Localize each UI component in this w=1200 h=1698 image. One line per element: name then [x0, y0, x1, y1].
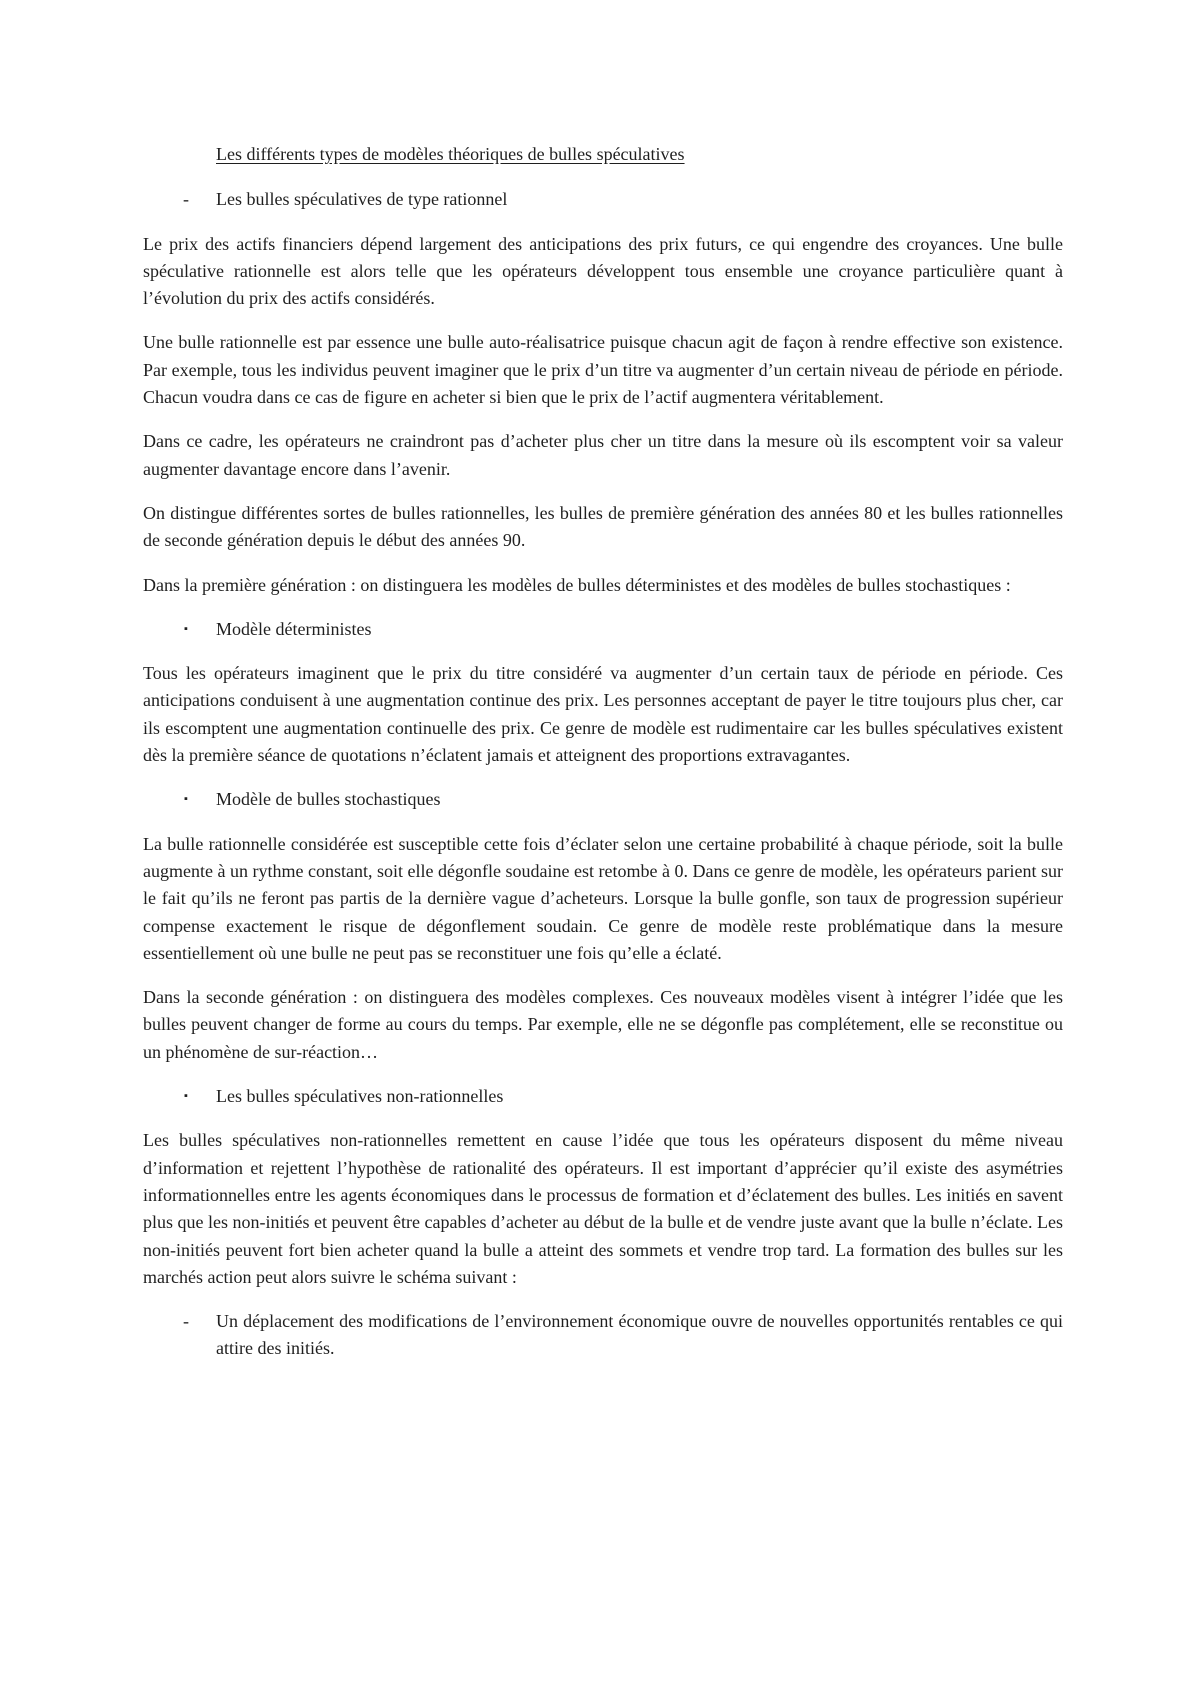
list-item-nonrational [143, 1083, 1063, 1110]
list-item-dash-1 [143, 1308, 1063, 1363]
list-item-text: Un déplacement des modifications de l’environnement économique ouvre de nouvelles opportunités rentables ce qui attire des initiés. [216, 1311, 1063, 1359]
dash-marker: - [183, 1311, 189, 1332]
paragraph-9: Les bulles spéculatives non-rationnelles remettent en cause l’idée que tous les opérateurs disposent du même niveau d’information et rejettent l’hypothèse de rationalité des opérateurs. Il est important d’apprécier qu’il existe des asymétries informationnelles entre les agents économiques dans le processus de formation et d’éclatement des bulles. Les initiés en savent plus que les non-initiés et peuvent être capables d’acheter au début de la bulle et de vendre juste avant que la bulle n’éclate. Les non-initiés peuvent fort bien acheter quand la bulle a atteint des sommets et vendre trop tard. La formation des bulles sur les marchés action peut alors suivre le schéma suivant : [143, 1130, 1063, 1287]
list-item-text: Modèle déterministes [216, 618, 372, 639]
list-item-stochastic [143, 786, 1063, 813]
list-item-text: Les bulles spéculatives non-rationnelles [216, 1086, 504, 1107]
square-bullet-icon: ▪ [184, 622, 188, 635]
paragraph-6: Tous les opérateurs imaginent que le prix du titre considéré va augmenter d’un certain taux de période en période. Ces anticipations conduisent à une augmentation continue des prix. Les personnes acceptant de payer le titre toujours plus cher, car ils escomptent une augmentation continuelle des prix. Ce genre de modèle est rudimentaire car les bulles spéculatives existent dès la première séance de quotations n’éclatent jamais et atteignent des proportions extravagantes. [143, 663, 1063, 766]
square-bullet-icon: ▪ [184, 793, 188, 806]
list-item-deterministic [143, 616, 1063, 643]
paragraph-2: Une bulle rationnelle est par essence une bulle auto-réalisatrice puisque chacun agit de façon à rendre effective son existence. Par exemple, tous les individus peuvent imaginer que le prix d’un titre va augmenter d’un certain niveau de période en période. Chacun voudra dans ce cas de figure en acheter si bien que le prix de l’actif augmentera véritablement. [143, 332, 1063, 408]
paragraph-3: Dans ce cadre, les opérateurs ne craindront pas d’acheter plus cher un titre dans la mesure où ils escomptent voir sa valeur augmenter davantage encore dans l’avenir. [143, 431, 1063, 479]
document-title: Les différents types de modèles théoriques de bulles spéculatives [216, 144, 685, 164]
square-bullet-icon: ▪ [184, 1090, 188, 1103]
paragraph-4: On distingue différentes sortes de bulles rationnelles, les bulles de première génération des années 80 et les bulles rationnelles de seconde génération depuis le début des années 90. [143, 502, 1063, 551]
paragraph-5: Dans la première génération : on distinguera les modèles de bulles déterministes et des modèles de bulles stochastiques : [143, 574, 1011, 595]
paragraph-8: Dans la seconde génération : on distinguera des modèles complexes. Ces nouveaux modèles visent à intégrer l’idée que les bulles peuvent changer de forme au cours du temps. Par exemple, elle ne se dégonfle pas complétement, elle se reconstitue ou un phénomène de sur-réaction… [143, 987, 1063, 1062]
list-item-text: Modèle de bulles stochastiques [216, 789, 441, 810]
paragraph-1: Le prix des actifs financiers dépend largement des anticipations des prix futurs, ce qui engendre des croyances. Une bulle spéculative rationnelle est alors telle que les opérateurs développent tous ensemble une croyance particulière quant à l’évolution du prix des actifs considérés. [143, 233, 1063, 309]
list-item-text: Les bulles spéculatives de type rationnel [216, 189, 508, 210]
dash-marker: - [183, 189, 189, 210]
paragraph-7: La bulle rationnelle considérée est susceptible cette fois d’éclater selon une certaine probabilité à chaque période, soit la bulle augmente à un rythme constant, soit elle dégonfle soudaine est retombe à 0. Dans ce genre de modèle, les opérateurs parient sur le fait qu’ils ne feront pas partis de la dernière vague d’acheteurs. Lorsque la bulle gonfle, son taux de progression supérieur compense exactement le risque de dégonflement soudain. Ce genre de modèle reste problématique dans la mesure essentiellement où une bulle ne peut pas se reconstituer une fois qu’elle a éclaté. [143, 833, 1063, 963]
list-item-rational [143, 186, 1063, 213]
